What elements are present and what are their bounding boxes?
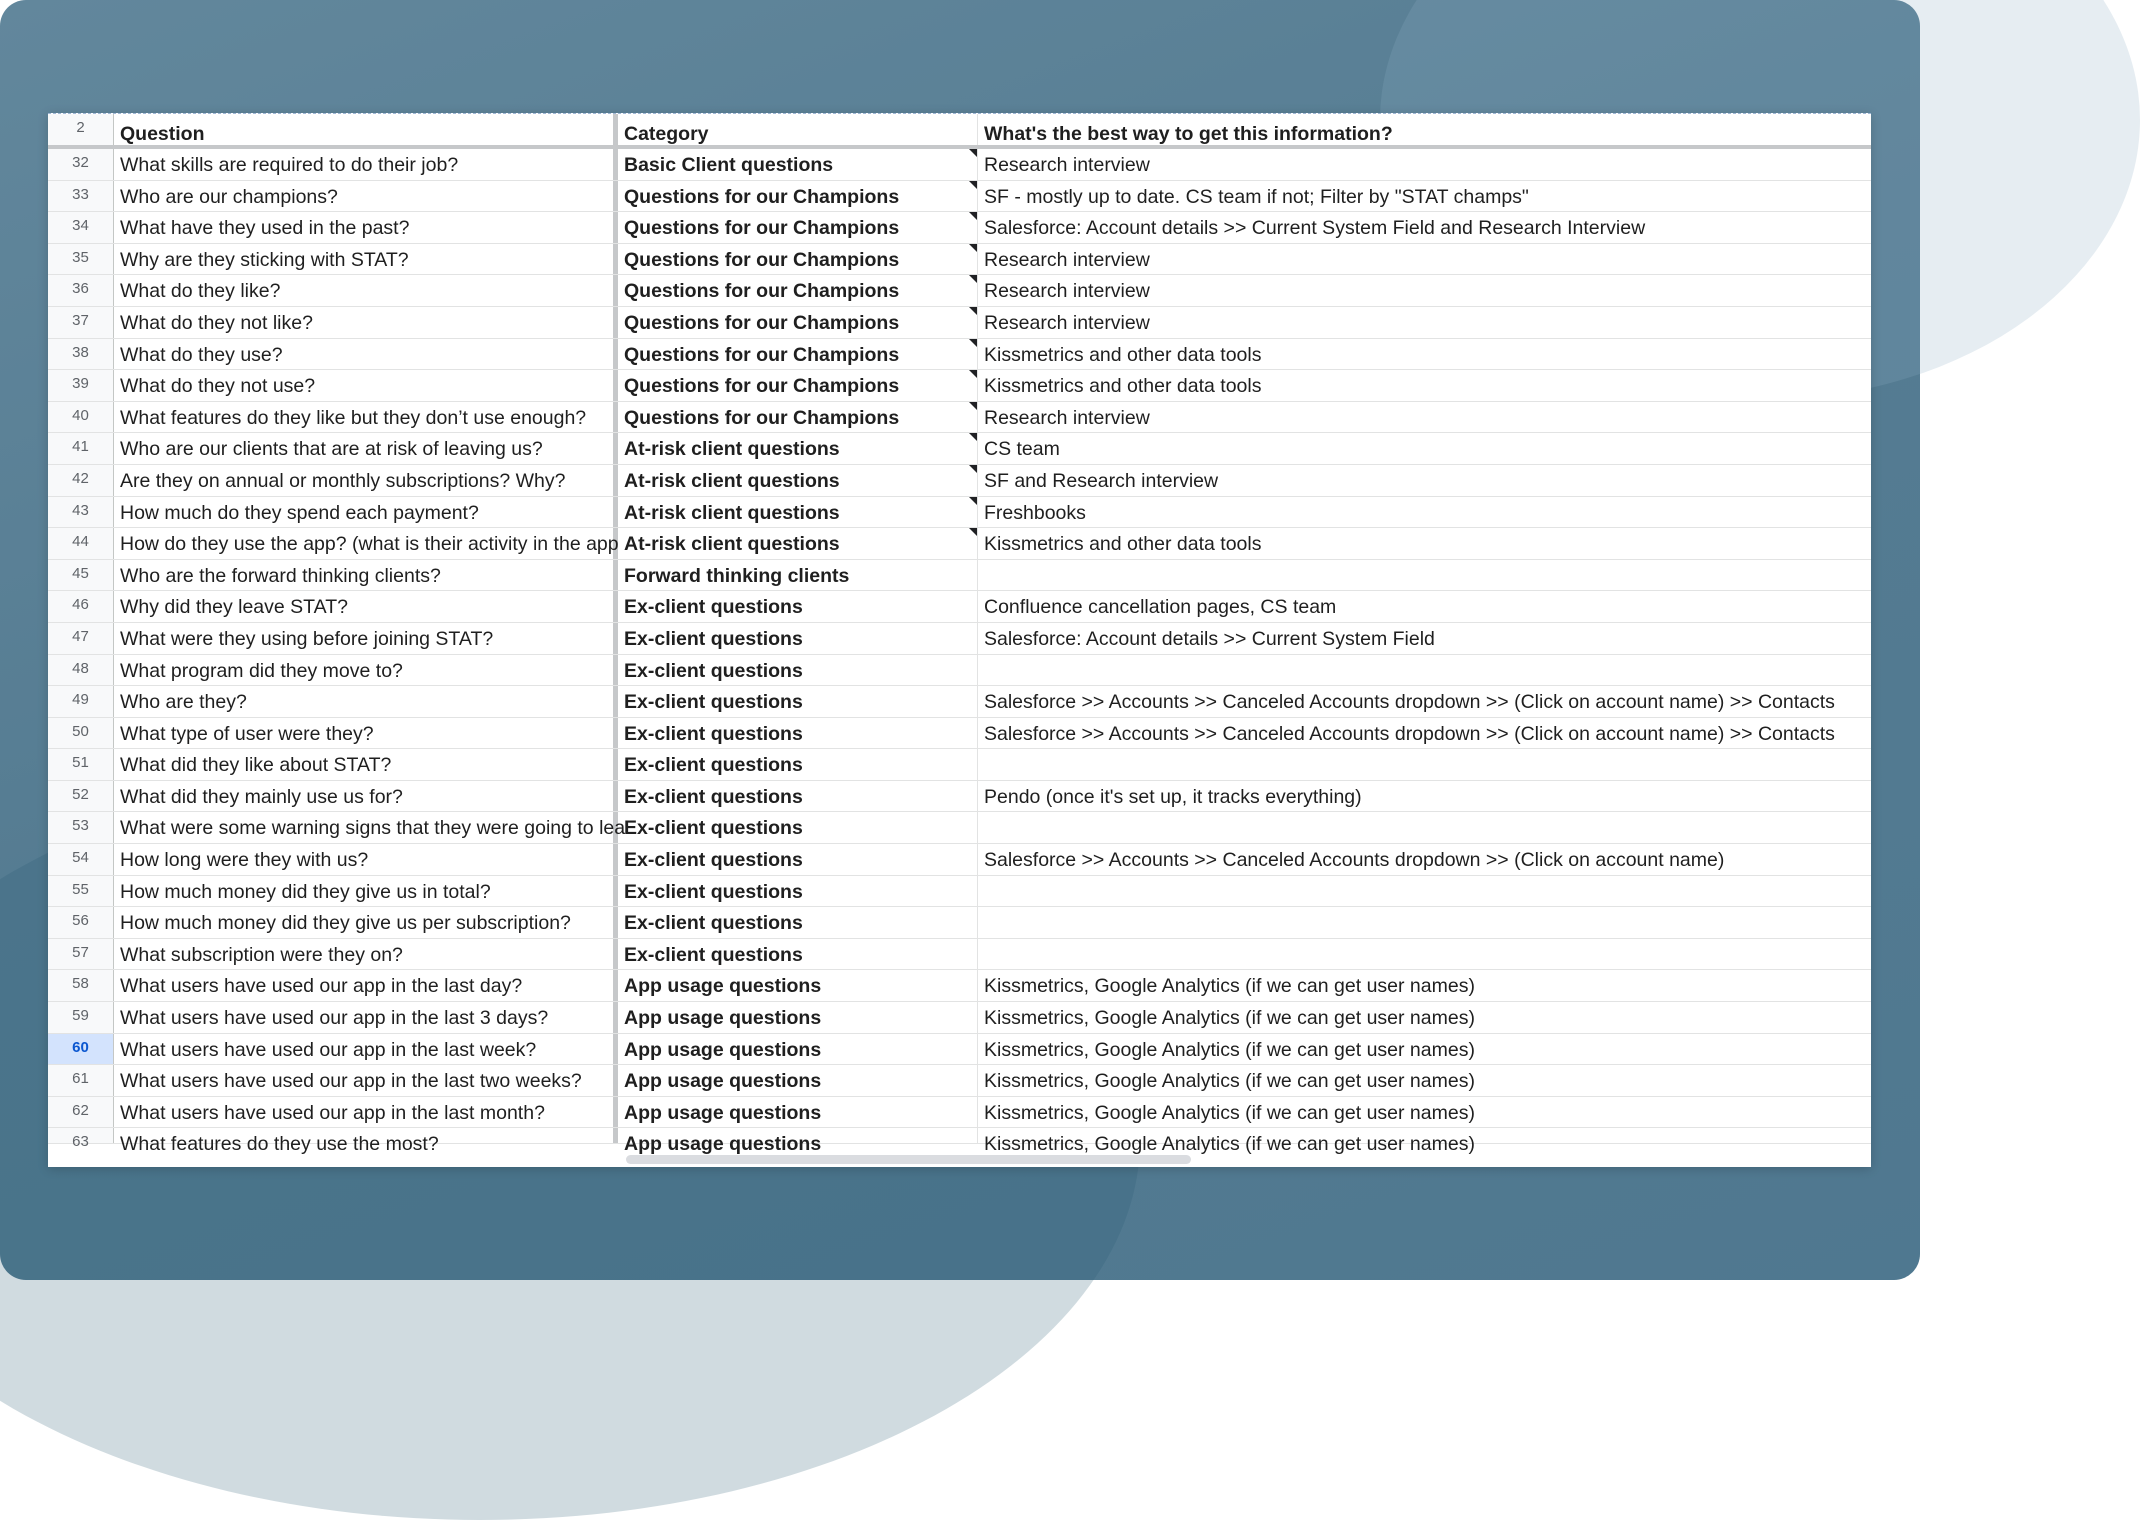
header-cell-question[interactable]: Question — [114, 114, 618, 145]
cell-question[interactable]: What do they not use? — [114, 370, 618, 401]
dropdown-indicator-icon[interactable] — [969, 433, 977, 441]
row-number[interactable]: 50 — [48, 718, 114, 749]
cell-category[interactable] — [618, 275, 978, 306]
cell-question[interactable]: What have they used in the past? — [114, 212, 618, 243]
cell-category[interactable] — [618, 812, 978, 843]
cell-question[interactable]: What were some warning signs that they were going to lea — [114, 812, 618, 843]
cell-category-text: At-risk client questions — [624, 501, 840, 524]
cell-source[interactable]: Salesforce: Account details >> Current System Field — [984, 627, 1435, 650]
cell-source[interactable] — [978, 939, 1871, 970]
table-row — [48, 655, 1871, 687]
cell-category[interactable] — [618, 339, 978, 370]
cell-category-text: Ex-client questions — [624, 817, 803, 840]
table-row — [48, 749, 1871, 781]
data-rows — [48, 149, 1871, 1156]
cell-category[interactable] — [618, 749, 978, 780]
table-row — [48, 1065, 1871, 1097]
table-row — [48, 307, 1871, 339]
cell-question[interactable]: How do they use the app? (what is their activity in the app — [114, 528, 618, 559]
row-number[interactable]: 49 — [48, 686, 114, 717]
row-number[interactable]: 59 — [48, 1002, 114, 1033]
cell-source[interactable] — [978, 812, 1871, 843]
cell-question[interactable]: What users have used our app in the last week? — [114, 1034, 618, 1065]
cell-category-text: Ex-client questions — [624, 659, 803, 682]
dropdown-indicator-icon[interactable] — [969, 339, 977, 347]
header-cell-source[interactable]: What's the best way to get this information? — [984, 123, 1393, 145]
cell-source[interactable] — [978, 560, 1871, 591]
row-number[interactable]: 44 — [48, 528, 114, 559]
cell-category[interactable] — [618, 844, 978, 875]
row-number[interactable]: 55 — [48, 876, 114, 907]
cell-question[interactable]: What features do they like but they don’t use enough? — [114, 402, 618, 433]
cell-category[interactable] — [618, 212, 978, 243]
cell-question[interactable]: What do they not like? — [114, 307, 618, 338]
cell-question[interactable]: What users have used our app in the last 3 days? — [114, 1002, 618, 1033]
cell-category[interactable] — [618, 528, 978, 559]
cell-question[interactable]: What users have used our app in the last day? — [114, 970, 618, 1001]
cell-question[interactable]: What did they like about STAT? — [114, 749, 618, 780]
cell-category[interactable] — [618, 623, 978, 654]
cell-category-text: Questions for our Champions — [624, 343, 900, 366]
cell-category-text: Ex-client questions — [624, 849, 803, 872]
row-number[interactable]: 48 — [48, 655, 114, 686]
row-number[interactable]: 54 — [48, 844, 114, 875]
table-row — [48, 781, 1871, 813]
row-number[interactable]: 56 — [48, 907, 114, 938]
row-number[interactable]: 43 — [48, 497, 114, 528]
cell-category[interactable] — [618, 1065, 978, 1096]
cell-category-text: Questions for our Champions — [624, 311, 900, 334]
row-number[interactable]: 60 — [48, 1034, 114, 1065]
cell-category-text: Forward thinking clients — [624, 564, 850, 587]
cell-category-text: Ex-client questions — [624, 596, 803, 619]
cell-question[interactable]: What do they like? — [114, 275, 618, 306]
row-number[interactable]: 33 — [48, 181, 114, 212]
cell-question[interactable]: Who are our champions? — [114, 181, 618, 212]
cell-category-text: At-risk client questions — [624, 533, 840, 556]
cell-source[interactable]: SF and Research interview — [984, 469, 1219, 492]
table-row — [48, 149, 1871, 181]
cell-category[interactable] — [618, 781, 978, 812]
cell-source[interactable]: Kissmetrics, Google Analytics (if we can get user names) — [984, 1101, 1475, 1124]
row-number[interactable]: 61 — [48, 1065, 114, 1096]
cell-source[interactable]: Confluence cancellation pages, CS team — [984, 596, 1337, 619]
cell-category[interactable] — [618, 497, 978, 528]
cell-question[interactable]: What do they use? — [114, 339, 618, 370]
table-row — [48, 433, 1871, 465]
cell-category[interactable] — [618, 1128, 978, 1156]
cell-category-text: Ex-client questions — [624, 785, 803, 808]
table-row — [48, 623, 1871, 655]
cell-category[interactable] — [618, 402, 978, 433]
cell-question[interactable]: What did they mainly use us for? — [114, 781, 618, 812]
cell-category-text: Ex-client questions — [624, 627, 803, 650]
table-row — [48, 370, 1871, 402]
cell-source[interactable] — [978, 876, 1871, 907]
cell-question[interactable]: How much money did they give us per subscription? — [114, 907, 618, 938]
cell-category[interactable] — [618, 1034, 978, 1065]
cell-category-text: App usage questions — [624, 1038, 822, 1061]
dropdown-indicator-icon[interactable] — [969, 244, 977, 252]
cell-category[interactable] — [618, 876, 978, 907]
cell-source[interactable]: Pendo (once it's set up, it tracks everything) — [984, 785, 1362, 808]
cell-question[interactable]: Who are they? — [114, 686, 618, 717]
cell-category[interactable] — [618, 970, 978, 1001]
table-row — [48, 1097, 1871, 1129]
cell-category[interactable] — [618, 686, 978, 717]
row-number[interactable]: 51 — [48, 749, 114, 780]
cell-question[interactable]: What subscription were they on? — [114, 939, 618, 970]
table-row — [48, 1128, 1871, 1156]
table-row — [48, 465, 1871, 497]
cell-category-text: App usage questions — [624, 1101, 822, 1124]
cell-category-text: Ex-client questions — [624, 691, 803, 714]
table-row — [48, 528, 1871, 560]
row-number[interactable]: 41 — [48, 433, 114, 464]
spreadsheet-grid — [48, 113, 1871, 1167]
cell-category[interactable] — [618, 1097, 978, 1128]
table-row — [48, 876, 1871, 908]
cell-source[interactable]: Research interview — [984, 406, 1150, 429]
dropdown-indicator-icon[interactable] — [969, 497, 977, 505]
cell-category[interactable] — [618, 591, 978, 622]
cell-source[interactable]: Kissmetrics, Google Analytics (if we can get user names) — [984, 975, 1475, 998]
cell-category-text: Questions for our Champions — [624, 280, 900, 303]
cell-source[interactable] — [978, 655, 1871, 686]
table-row — [48, 907, 1871, 939]
cell-question[interactable]: How long were they with us? — [114, 844, 618, 875]
cell-source[interactable]: Kissmetrics and other data tools — [984, 375, 1262, 398]
cell-source[interactable]: Salesforce >> Accounts >> Canceled Accounts dropdown >> (Click on account name) — [984, 849, 1725, 872]
cell-question[interactable]: Who are the forward thinking clients? — [114, 560, 618, 591]
cell-source[interactable] — [978, 907, 1871, 938]
table-row — [48, 1002, 1871, 1034]
table-row — [48, 497, 1871, 529]
header-cell-category[interactable]: Category — [618, 114, 978, 145]
cell-category-text: App usage questions — [624, 975, 822, 998]
cell-source[interactable]: Kissmetrics, Google Analytics (if we can get user names) — [984, 1007, 1475, 1030]
cell-question[interactable]: What users have used our app in the last two weeks? — [114, 1065, 618, 1096]
cell-category-text: Questions for our Champions — [624, 217, 900, 240]
cell-category[interactable] — [618, 149, 978, 180]
cell-category[interactable] — [618, 718, 978, 749]
row-number[interactable]: 42 — [48, 465, 114, 496]
cell-category[interactable] — [618, 433, 978, 464]
row-number[interactable]: 35 — [48, 244, 114, 275]
row-number[interactable]: 38 — [48, 339, 114, 370]
row-number[interactable]: 57 — [48, 939, 114, 970]
dropdown-indicator-icon[interactable] — [969, 528, 977, 536]
table-row — [48, 686, 1871, 718]
table-row — [48, 181, 1871, 213]
cell-source[interactable]: Salesforce >> Accounts >> Canceled Accounts dropdown >> (Click on account name) >> Contacts — [984, 691, 1835, 714]
cell-source[interactable]: Research interview — [984, 311, 1150, 334]
row-number[interactable]: 62 — [48, 1097, 114, 1128]
table-row — [48, 812, 1871, 844]
table-row — [48, 560, 1871, 592]
table-row — [48, 1034, 1871, 1066]
cell-category-text: Ex-client questions — [624, 943, 803, 966]
cell-category[interactable] — [618, 465, 978, 496]
dropdown-indicator-icon[interactable] — [969, 149, 977, 157]
table-row — [48, 591, 1871, 623]
dropdown-indicator-icon[interactable] — [969, 402, 977, 410]
cell-category-text: App usage questions — [624, 1007, 822, 1030]
cell-category[interactable] — [618, 307, 978, 338]
row-number[interactable]: 52 — [48, 781, 114, 812]
cell-source[interactable]: Research interview — [984, 280, 1150, 303]
cell-category[interactable] — [618, 560, 978, 591]
row-number[interactable]: 40 — [48, 402, 114, 433]
dropdown-indicator-icon[interactable] — [969, 181, 977, 189]
cell-question[interactable]: Why are they sticking with STAT? — [114, 244, 618, 275]
cell-question[interactable]: What features do they use the most? — [114, 1128, 618, 1143]
cell-category-text: App usage questions — [624, 1133, 822, 1156]
row-number[interactable]: 37 — [48, 307, 114, 338]
cell-question[interactable]: Why did they leave STAT? — [114, 591, 618, 622]
cell-source[interactable]: Kissmetrics and other data tools — [984, 343, 1262, 366]
frozen-header-row — [48, 113, 1871, 149]
cell-question[interactable]: How much money did they give us in total? — [114, 876, 618, 907]
cell-source[interactable]: Kissmetrics, Google Analytics (if we can get user names) — [984, 1038, 1475, 1061]
dropdown-indicator-icon[interactable] — [969, 307, 977, 315]
cell-question[interactable]: How much do they spend each payment? — [114, 497, 618, 528]
cell-category-text: Ex-client questions — [624, 754, 803, 777]
cell-source[interactable]: Freshbooks — [984, 501, 1086, 524]
cell-category-text: Questions for our Champions — [624, 248, 900, 271]
cell-category-text: Questions for our Champions — [624, 375, 900, 398]
cell-question[interactable]: What type of user were they? — [114, 718, 618, 749]
cell-category[interactable] — [618, 1002, 978, 1033]
row-number[interactable]: 36 — [48, 275, 114, 306]
cell-category-text: At-risk client questions — [624, 469, 840, 492]
cell-category-text: Basic Client questions — [624, 154, 834, 176]
table-row — [48, 339, 1871, 371]
cell-category[interactable] — [618, 939, 978, 970]
cell-category[interactable] — [618, 655, 978, 686]
row-number[interactable]: 32 — [48, 149, 114, 180]
row-number[interactable]: 39 — [48, 370, 114, 401]
cell-category-text: Ex-client questions — [624, 912, 803, 935]
cell-source[interactable]: Research interview — [984, 248, 1150, 271]
cell-source[interactable] — [978, 749, 1871, 780]
table-row — [48, 244, 1871, 276]
row-number[interactable]: 53 — [48, 812, 114, 843]
table-row — [48, 939, 1871, 971]
cell-question[interactable]: What program did they move to? — [114, 655, 618, 686]
cell-category-text: App usage questions — [624, 1070, 822, 1093]
cell-question[interactable]: Are they on annual or monthly subscriptions? Why? — [114, 465, 618, 496]
row-number[interactable]: 63 — [48, 1128, 114, 1143]
table-row — [48, 718, 1871, 750]
cell-source[interactable]: Research interview — [984, 154, 1150, 176]
cell-category[interactable] — [618, 181, 978, 212]
table-row — [48, 275, 1871, 307]
cell-question[interactable]: Who are our clients that are at risk of leaving us? — [114, 433, 618, 464]
cell-category-text: Questions for our Champions — [624, 406, 900, 429]
table-row — [48, 970, 1871, 1002]
cell-question[interactable]: What were they using before joining STAT? — [114, 623, 618, 654]
dropdown-indicator-icon[interactable] — [969, 465, 977, 473]
row-number[interactable]: 46 — [48, 591, 114, 622]
dropdown-indicator-icon[interactable] — [969, 212, 977, 220]
cell-category[interactable] — [618, 370, 978, 401]
cell-source[interactable]: Kissmetrics, Google Analytics (if we can get user names) — [984, 1133, 1475, 1156]
cell-question[interactable]: What users have used our app in the last month? — [114, 1097, 618, 1128]
row-number[interactable]: 47 — [48, 623, 114, 654]
row-number[interactable]: 34 — [48, 212, 114, 243]
cell-source[interactable]: Salesforce: Account details >> Current System Field and Research Interview — [984, 217, 1646, 240]
table-row — [48, 844, 1871, 876]
horizontal-scrollbar[interactable] — [626, 1155, 1191, 1164]
row-number[interactable]: 58 — [48, 970, 114, 1001]
table-row — [48, 402, 1871, 434]
cell-category-text: Ex-client questions — [624, 722, 803, 745]
dropdown-indicator-icon[interactable] — [969, 370, 977, 378]
cell-source[interactable]: Kissmetrics, Google Analytics (if we can get user names) — [984, 1070, 1475, 1093]
table-row — [48, 212, 1871, 244]
cell-category-text: At-risk client questions — [624, 438, 840, 461]
cell-source[interactable]: Kissmetrics and other data tools — [984, 533, 1262, 556]
cell-source[interactable]: Salesforce >> Accounts >> Canceled Accounts dropdown >> (Click on account name) >> Contacts — [984, 722, 1835, 745]
row-number[interactable]: 45 — [48, 560, 114, 591]
cell-source[interactable]: SF - mostly up to date. CS team if not; Filter by "STAT champs" — [984, 185, 1529, 208]
cell-question[interactable]: What skills are required to do their job? — [114, 149, 618, 180]
row-number[interactable]: 2 — [48, 114, 114, 145]
cell-category[interactable] — [618, 907, 978, 938]
dropdown-indicator-icon[interactable] — [969, 275, 977, 283]
cell-category-text: Ex-client questions — [624, 880, 803, 903]
cell-category-text: Questions for our Champions — [624, 185, 900, 208]
cell-source[interactable]: CS team — [984, 438, 1060, 461]
cell-category[interactable] — [618, 244, 978, 275]
